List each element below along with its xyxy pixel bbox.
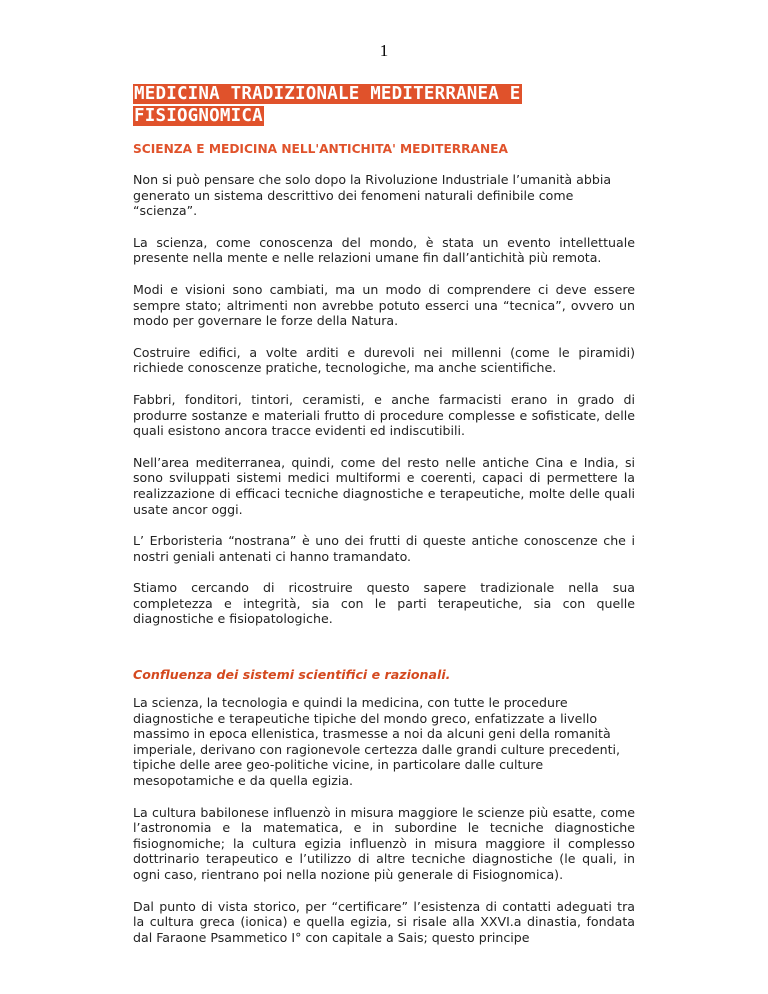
page-number: 1 bbox=[379, 41, 389, 60]
subheading: Confluenza dei sistemi scientifici e razionali. bbox=[133, 667, 451, 683]
document-body bbox=[133, 83, 635, 961]
paragraph: La scienza, la tecnologia e quindi la medicina, con tutte le procedure diagnostiche e terapeutiche tipiche del mondo greco, enfatizzate a livello massimo in epoca ellenistica, trasmesse a noi da alcuni geni della romanità imperiale, derivano con ragionevole certezza dalle grandi culture precedenti, tipiche delle aree geo-politiche vicine, in particolare dalle culture mesopotamiche e da quella egizia. bbox=[133, 695, 621, 789]
paragraph: La cultura babilonese influenzò in misura maggiore le scienze più esatte, come l’astronomia e la matematica, e in subordine le tecniche diagnostiche fisiognomiche; la cultura egizia influenzò in misura maggiore il complesso dottrinario terapeutico e l’utilizzo di altre tecniche diagnostiche (le quali, in ogni caso, rientrano poi nella nozione più generale di Fisiognomica). bbox=[133, 804, 635, 882]
paragraph: Stiamo cercando di ricostruire questo sapere tradizionale nella sua completezza e integrità, sia con le parti terapeutiche, sia con quelle diagnostiche e fisiopatologiche. bbox=[133, 580, 635, 627]
paragraph: Nell’area mediterranea, quindi, come del resto nelle antiche Cina e India, si sono sviluppati sistemi medici multiformi e coerenti, capaci di permettere la realizzazione di efficaci tecniche diagnostiche e terapeutiche, molte delle quali usate ancor oggi. bbox=[133, 454, 635, 517]
paragraph: Non si può pensare che solo dopo la Rivoluzione Industriale l’umanità abbia generato un sistema descrittivo dei fenomeni naturali definibile come “scienza”. bbox=[133, 172, 612, 219]
paragraph: Modi e visioni sono cambiati, ma un modo di comprendere ci deve essere sempre stato; altrimenti non avrebbe potuto esserci una “tecnica”, ovvero un modo per governare le forze della Natura. bbox=[133, 281, 635, 329]
paragraph: Dal punto di vista storico, per “certificare” l’esistenza di contatti adeguati tra la cultura greca (ionica) e quella egizia, si risale alla XXVI.a dinastia, fondata dal Faraone Psammetico I° con capitale a Sais; questo principe bbox=[133, 898, 635, 945]
document-title bbox=[133, 83, 635, 127]
document-title-line-2: FISIOGNOMICA bbox=[134, 106, 263, 126]
section-heading: SCIENZA E MEDICINA NELL'ANTICHITA' MEDITERRANEA bbox=[133, 142, 508, 156]
paragraph: La scienza, come conoscenza del mondo, è stata un evento intellettuale presente nella mente e nelle relazioni umane fin dall’antichità più remota. bbox=[133, 234, 635, 266]
paragraph: Costruire edifici, a volte arditi e durevoli nei millenni (come le piramidi) richiede conoscenze pratiche, tecnologiche, ma anche scientifiche. bbox=[133, 344, 635, 376]
document-title-line-1: MEDICINA TRADIZIONALE MEDITERRANEA E bbox=[134, 84, 521, 104]
paragraph: Fabbri, fonditori, tintori, ceramisti, e anche farmacisti erano in grado di produrre sostanze e materiali frutto di procedure complesse e sofisticate, delle quali esistono ancora tracce evidenti ed indiscutibili. bbox=[133, 391, 635, 439]
paragraph: L’ Erboristeria “nostrana” è uno dei frutti di queste antiche conoscenze che i nostri geniali antenati ci hanno tramandato. bbox=[133, 533, 635, 564]
